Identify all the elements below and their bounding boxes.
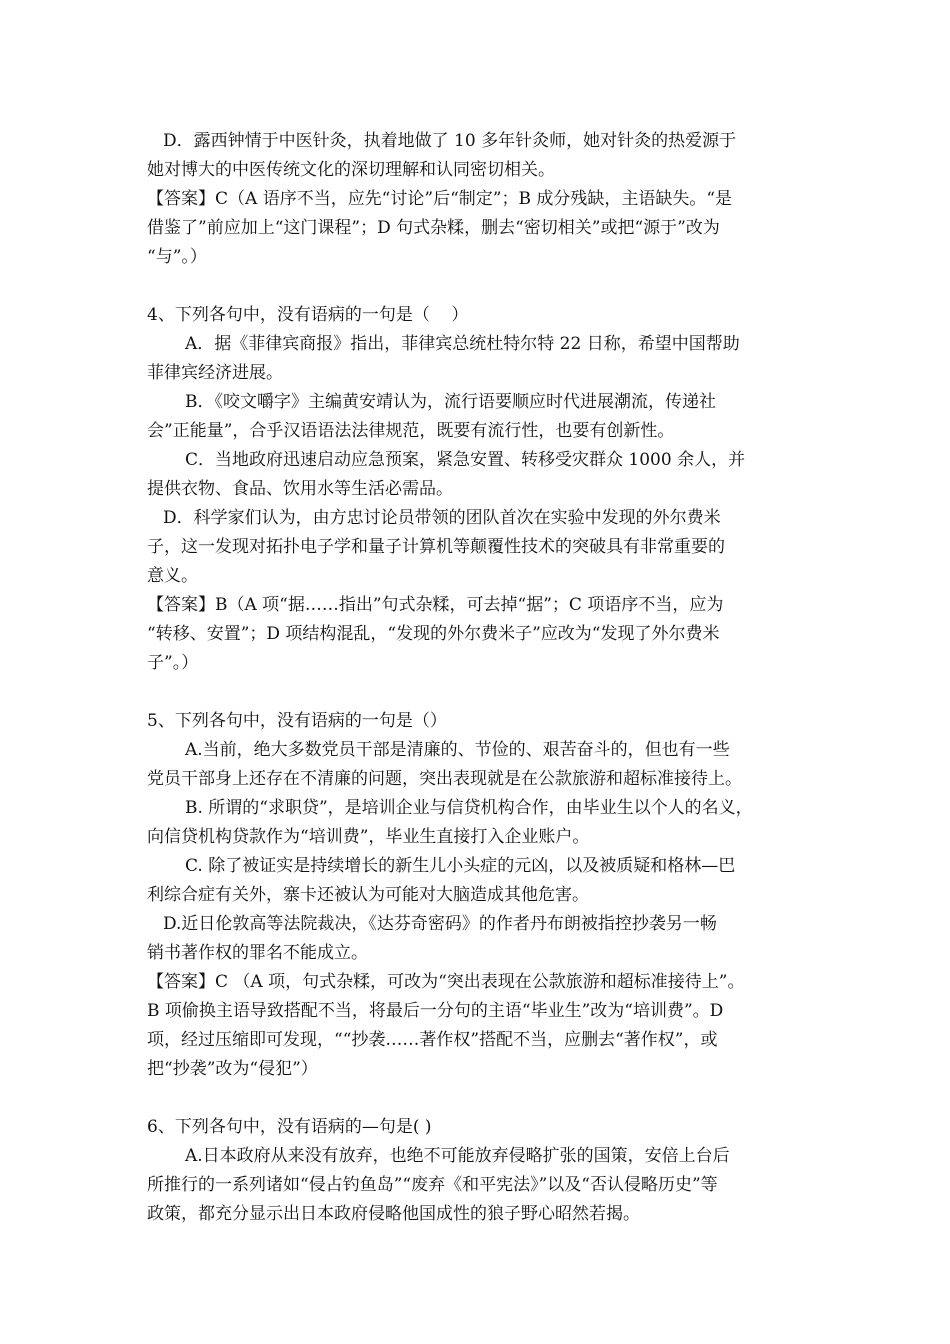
text-line: A．据《菲律宾商报》指出，菲律宾总统杜特尔特 22 日称，希望中国帮助 <box>185 334 740 354</box>
text-line: D.近日伦敦高等法院裁决，《达芬奇密码》的作者丹布朗被指控抄袭另一畅 <box>163 914 717 934</box>
text-line: 把“抄袭”改为“侵犯”） <box>147 1059 318 1079</box>
text-line: A.日本政府从来没有放弃，也绝不可能放弃侵略扩张的国策，安倍上台后 <box>185 1146 730 1166</box>
text-line: 意义。 <box>147 566 198 586</box>
text-line: “转移、安置”；D 项结构混乱，“发现的外尔费米子”应改为“发现了外尔费米 <box>147 624 720 644</box>
text-line: 借鉴了”前应加上“这门课程”；D 句式杂糅，删去“密切相关”或把“源于”改为 <box>147 218 720 238</box>
text-line: 会”正能量”，合乎汉语语法法律规范，既要有流行性，也要有创新性。 <box>147 421 675 441</box>
text-line: 4、下列各句中，没有语病的一句是（ ） <box>147 305 469 325</box>
text-line: A.当前，绝大多数党员干部是清廉的、节俭的、艰苦奋斗的，但也有一些 <box>185 740 730 760</box>
text-line: “与”。） <box>147 247 207 267</box>
text-line: D．露西钟情于中医针灸，执着地做了 10 多年针灸师，她对针灸的热爱源于 <box>163 131 737 151</box>
text-line: B．《咬文嚼字》主编黄安靖认为，流行语要顺应时代进展潮流，传递社 <box>185 392 716 412</box>
text-line: 【答案】B（A 项“据……指出”句式杂糅，可去掉“据”；C 项语序不当，应为 <box>147 595 724 615</box>
text-line: 5、下列各句中，没有语病的一句是（） <box>147 711 447 731</box>
text-line: 政策，都充分显示出日本政府侵略他国成性的狼子野心昭然若揭。 <box>147 1204 640 1224</box>
text-line: 【答案】C（A 语序不当，应先“讨论”后“制定”；B 成分残缺，主语缺失。“是 <box>147 189 733 209</box>
text-line: 【答案】C （A 项，句式杂糅，可改为“突出表现在公款旅游和超标准接待上”。 <box>147 972 745 992</box>
text-line: 菲律宾经济进展。 <box>147 363 283 383</box>
text-line: 党员干部身上还存在不清廉的问题，突出表现就是在公款旅游和超标准接待上。 <box>147 769 742 789</box>
text-line: 向信贷机构贷款作为“培训费”，毕业生直接打入企业账户。 <box>147 827 590 847</box>
text-line: B 项偷换主语导致搭配不当，将最后一分句的主语“毕业生”改为“培训费”。D <box>147 1001 724 1021</box>
text-line: 销书著作权的罪名不能成立。 <box>147 943 368 963</box>
text-line: 她对博大的中医传统文化的深切理解和认同密切相关。 <box>147 160 555 180</box>
text-line: 6、下列各句中，没有语病的—句是( ) <box>147 1117 432 1137</box>
text-line: 子，这一发现对拓扑电子学和量子计算机等颠覆性技术的突破具有非常重要的 <box>147 537 725 557</box>
text-line: 所推行的一系列诸如“侵占钓鱼岛”“废弃《和平宪法》”以及“否认侵略历史”等 <box>147 1175 718 1195</box>
text-line: 项，经过压缩即可发现，““抄袭……著作权”搭配不当，应删去“著作权”，或 <box>147 1030 718 1050</box>
text-line: B. 所谓的“求职贷”，是培训企业与信贷机构合作，由毕业生以个人的名义， <box>185 798 753 818</box>
text-line: 子”。） <box>147 653 199 673</box>
text-line: 利综合症有关外，寨卡还被认为可能对大脑造成其他危害。 <box>147 885 589 905</box>
text-line: 提供衣物、食品、饮用水等生活必需品。 <box>147 479 453 499</box>
text-line: D．科学家们认为，由方忠讨论员带领的团队首次在实验中发现的外尔费米 <box>163 508 721 528</box>
text-line: C．当地政府迅速启动应急预案，紧急安置、转移受灾群众 1000 余人，并 <box>185 450 746 470</box>
text-line: C. 除了被证实是持续增长的新生儿小头症的元凶，以及被质疑和格林—巴 <box>185 856 736 876</box>
